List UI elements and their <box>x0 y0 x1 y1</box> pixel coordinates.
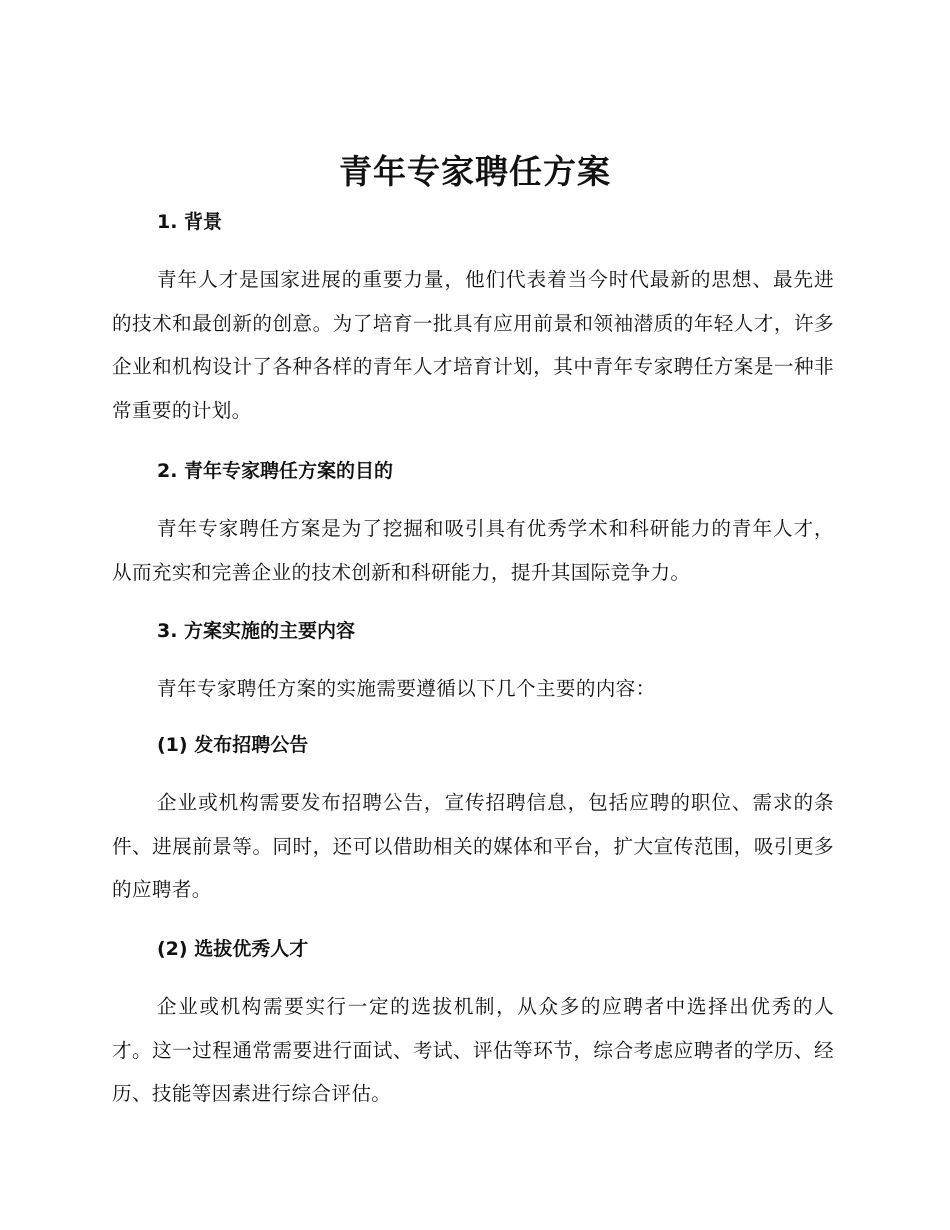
section-heading-purpose: 2. 青年专家聘任方案的目的 <box>157 460 394 482</box>
document-title: 青年专家聘任方案 <box>339 152 611 191</box>
section-heading-main-content: 3. 方案实施的主要内容 <box>157 620 356 642</box>
section-paragraph-select-talent: 企业或机构需要实行一定的选拔机制，从众多的应聘者中选择出优秀的人才。这一过程通常需要进行面试、考试、评估等环节，综合考虑应聘者的学历、经历、技能等因素进行综合评估。 <box>112 995 834 1105</box>
section-paragraph-main-content: 青年专家聘任方案的实施需要遵循以下几个主要的内容： <box>157 677 656 700</box>
section-paragraph-publish-notice: 企业或机构需要发布招聘公告，宣传招聘信息，包括应聘的职位、需求的条件、进展前景等。同时，还可以借助相关的媒体和平台，扩大宣传范围，吸引更多的应聘者。 <box>112 791 834 901</box>
section-heading-select-talent: (2) 选拔优秀人才 <box>157 938 309 960</box>
section-paragraph-purpose: 青年专家聘任方案是为了挖掘和吸引具有优秀学术和科研能力的青年人才，从而充实和完善企业的技术创新和科研能力，提升其国际竞争力。 <box>112 517 834 584</box>
section-heading-background: 1. 背景 <box>157 211 223 233</box>
section-heading-publish-notice: (1) 发布招聘公告 <box>157 734 309 756</box>
section-paragraph-background: 青年人才是国家进展的重要力量，他们代表着当今时代最新的思想、最先进的技术和最创新的创意。为了培育一批具有应用前景和领袖潜质的年轻人才，许多企业和机构设计了各种各样的青年人才培育计划，其中青年专家聘任方案是一种非常重要的计划。 <box>112 268 834 422</box>
